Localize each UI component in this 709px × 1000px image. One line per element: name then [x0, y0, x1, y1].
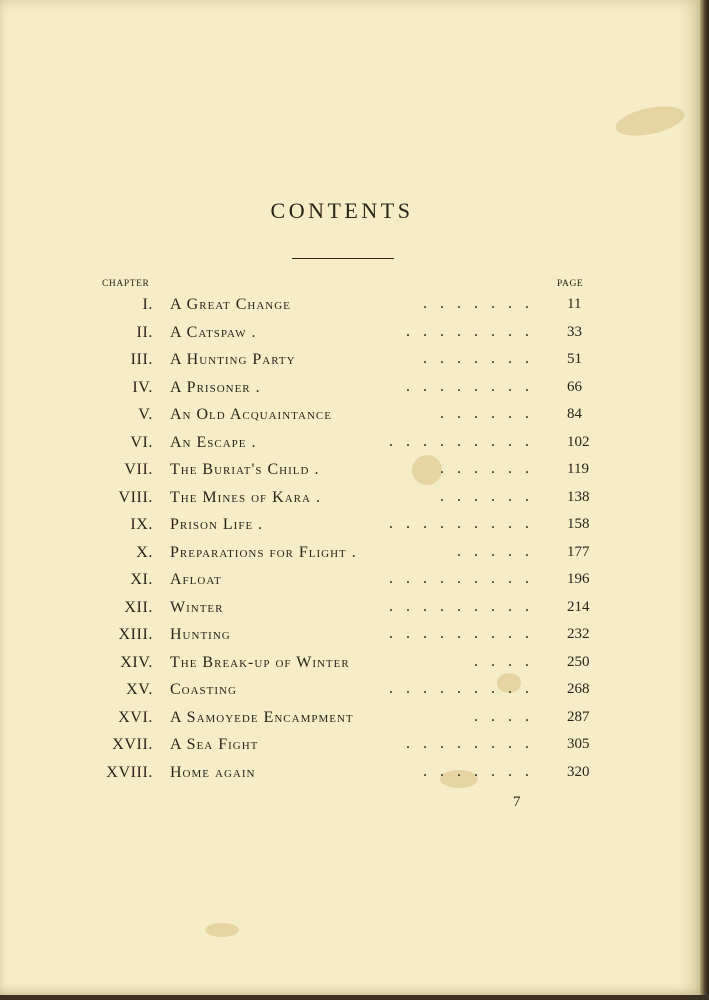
page-number: 102: [567, 433, 590, 450]
chapter-number: XV.: [126, 681, 153, 698]
dot-leader: ........: [406, 735, 542, 752]
chapter-title: Home again: [170, 763, 256, 781]
page-number: 196: [567, 571, 590, 587]
chapter-number: IX.: [130, 516, 153, 533]
toc-entry: [0, 430, 700, 458]
chapter-title: Preparations for Flight .: [170, 543, 357, 561]
chapter-number: XVIII.: [106, 763, 153, 781]
chapter-title: A Great Change: [170, 296, 291, 313]
toc-entry: [0, 375, 700, 403]
page-number: 84: [567, 406, 582, 422]
toc-entry: [0, 320, 700, 348]
chapter-title: Hunting: [170, 626, 231, 643]
page-number: 320: [567, 763, 590, 780]
toc-entry: [0, 457, 700, 485]
chapter-number: V.: [138, 406, 153, 423]
page-number: 33: [567, 323, 582, 340]
dot-leader: ......: [440, 405, 542, 422]
dot-leader: .........: [389, 515, 542, 532]
dot-leader: .........: [389, 680, 542, 697]
page-number: 305: [567, 736, 590, 752]
page-title: CONTENTS: [270, 198, 414, 223]
dot-leader: .....: [457, 542, 542, 560]
chapter-number: I.: [142, 296, 153, 313]
chapter-title: A Catspaw .: [170, 323, 257, 341]
paper-stain: [205, 923, 239, 937]
chapter-title: Coasting: [170, 681, 237, 698]
toc-entry: [0, 347, 700, 375]
chapter-number: VIII.: [118, 488, 153, 506]
chapter-number: VII.: [124, 461, 153, 478]
chapter-number: II.: [136, 323, 153, 341]
toc-entry: [0, 512, 700, 540]
page-number: 51: [567, 351, 582, 367]
page-number: 214: [567, 598, 590, 615]
dot-leader: .........: [389, 625, 542, 642]
toc-entry: [0, 402, 700, 430]
dot-leader: ....: [474, 707, 542, 725]
chapter-number: XIV.: [120, 653, 153, 671]
chapter-title: The Buriat's Child .: [170, 461, 320, 478]
dot-leader: .......: [423, 295, 542, 312]
page-number: 250: [567, 653, 590, 670]
chapter-number: III.: [130, 351, 153, 368]
page-number: 158: [567, 516, 590, 532]
dot-leader: ........: [406, 322, 542, 340]
toc-entry: [0, 650, 700, 678]
folio-page-number: 7: [513, 794, 521, 810]
page-number: 66: [567, 378, 582, 395]
chapter-number: XII.: [124, 598, 153, 616]
page-number: 232: [567, 626, 590, 642]
chapter-title: A Samoyede Encampment: [170, 708, 354, 726]
toc-entry: [0, 760, 700, 788]
toc-entry: [0, 567, 700, 595]
chapter-number: IV.: [132, 378, 153, 396]
chapter-title: Afloat: [170, 571, 222, 588]
page-bottom-edge: [0, 995, 709, 1000]
chapter-title: The Mines of Kara .: [170, 488, 321, 506]
chapter-number: XVI.: [118, 708, 153, 726]
dot-leader: ......: [440, 460, 542, 477]
page-edge: [700, 0, 709, 1000]
toc-entry: [0, 732, 700, 760]
dot-leader: .......: [423, 762, 542, 780]
chapter-title: A Prisoner .: [170, 378, 261, 396]
toc-entry: [0, 485, 700, 513]
page-number: 268: [567, 681, 590, 697]
dot-leader: ......: [440, 487, 542, 505]
table-of-contents: [0, 292, 700, 787]
page-number: 119: [567, 461, 589, 477]
toc-entry: [0, 595, 700, 623]
chapter-title: An Old Acquaintance: [170, 406, 332, 423]
toc-entry: [0, 677, 700, 705]
chapter-title: A Hunting Party: [170, 351, 296, 368]
dot-leader: .........: [389, 570, 542, 587]
chapter-title: Prison Life .: [170, 516, 264, 533]
title-rule: [292, 258, 394, 259]
chapter-title: A Sea Fight: [170, 736, 259, 753]
chapter-number: X.: [136, 543, 153, 561]
chapter-number: XVII.: [112, 736, 153, 753]
chapter-title: The Break-up of Winter: [170, 653, 350, 671]
dot-leader: ........: [406, 377, 542, 395]
page-number: 287: [567, 708, 590, 725]
toc-entry: [0, 622, 700, 650]
chapter-number: XIII.: [118, 626, 153, 643]
dot-leader: .........: [389, 597, 542, 615]
toc-entry: [0, 705, 700, 733]
paper-stain: [613, 101, 687, 141]
dot-leader: .........: [389, 432, 542, 450]
toc-entry: [0, 292, 700, 320]
page-number: 11: [567, 296, 582, 312]
dot-leader: ....: [474, 652, 542, 670]
dot-leader: .......: [423, 350, 542, 367]
chapter-number: VI.: [130, 433, 153, 451]
chapter-number: XI.: [130, 571, 153, 588]
chapter-column-header: CHAPTER: [102, 279, 150, 289]
page-number: 138: [567, 488, 590, 505]
page-column-header: PAGE: [557, 279, 584, 289]
page-number: 177: [567, 543, 590, 560]
chapter-title: Winter: [170, 598, 224, 616]
toc-entry: [0, 540, 700, 568]
chapter-title: An Escape .: [170, 433, 257, 451]
